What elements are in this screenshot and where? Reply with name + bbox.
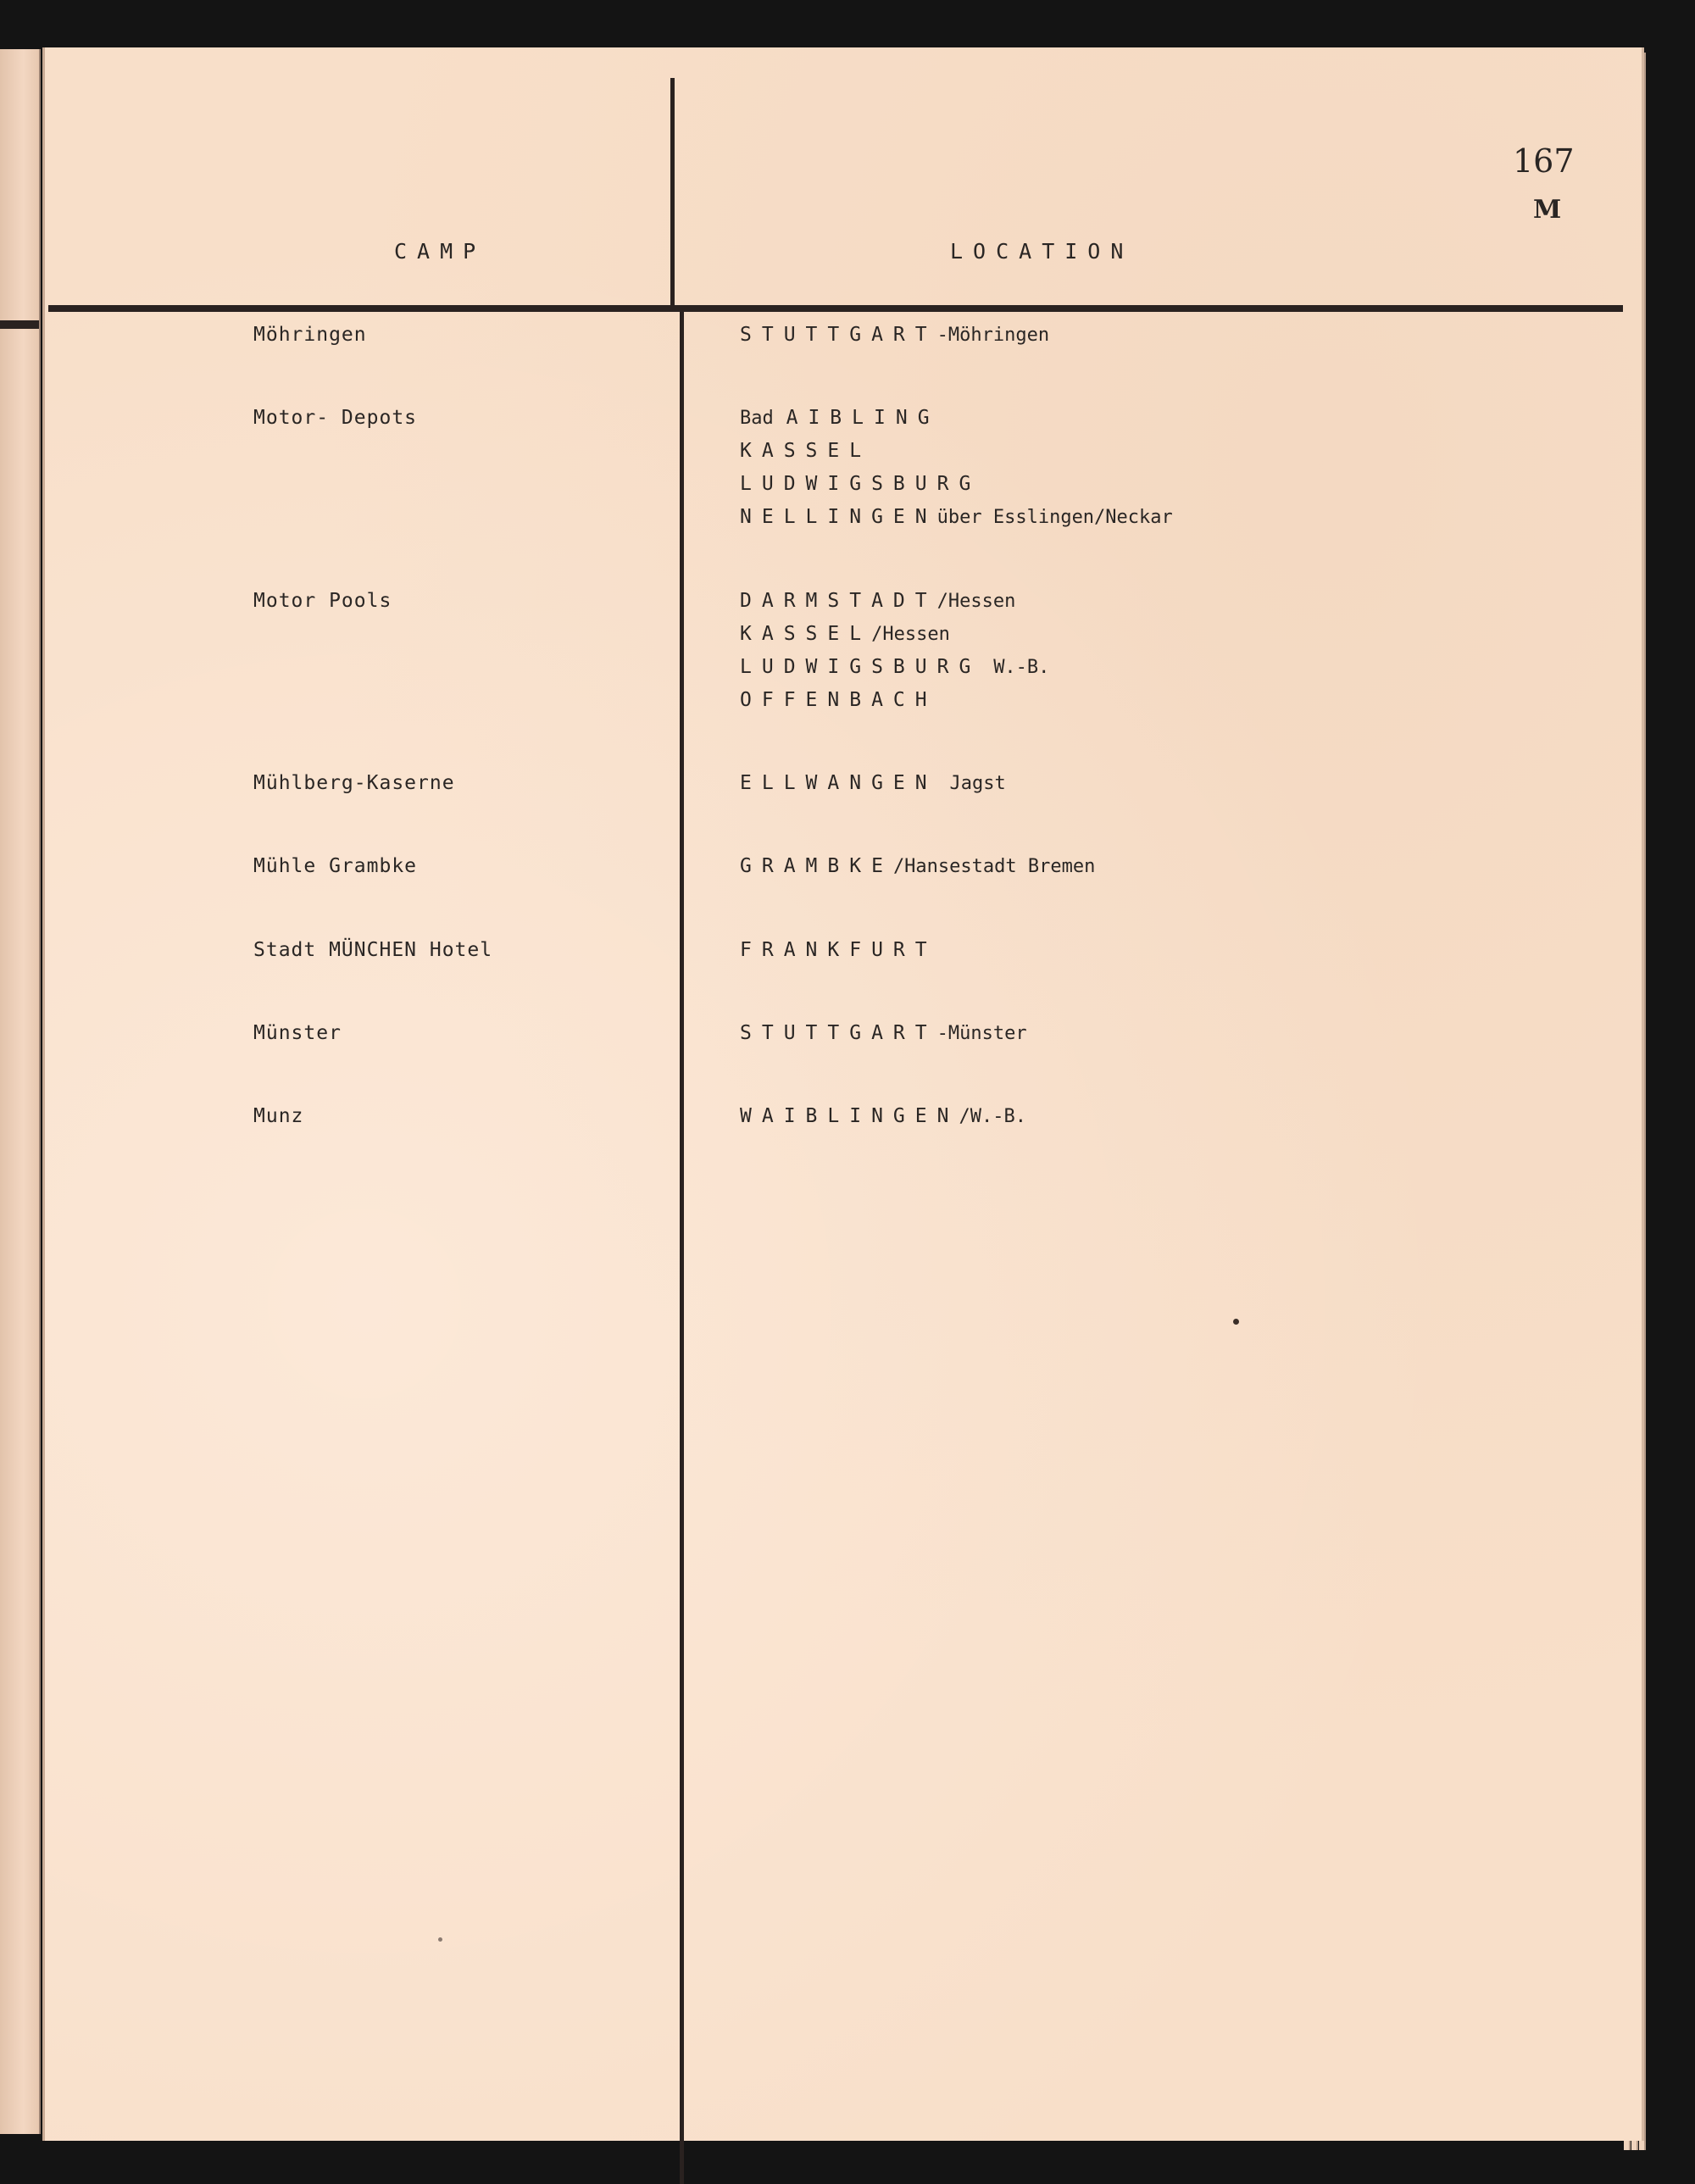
column-divider [680,312,684,2184]
column-divider-header [670,78,675,307]
camp-name: Motor Pools [253,590,392,612]
previous-page-edge [0,49,41,2134]
location-suffix: /Hansestadt Bremen [892,856,1096,877]
camp-name: Münster [253,1022,342,1044]
location-suffix: Jagst [949,773,1006,794]
section-letter: M [1533,195,1562,225]
location-entry [740,473,981,495]
camp-name: Munz [253,1105,304,1127]
paper-speck [438,1937,442,1942]
location-entry [740,590,1015,612]
previous-page-rule [0,320,39,329]
page-number: 167 [1513,142,1575,180]
location-suffix: /W.-B. [959,1106,1026,1127]
location-suffix: W.-B. [993,657,1050,678]
camp-name: Mühle Grambke [253,855,418,877]
camp-column-header: CAMP [394,239,486,264]
paper-speck [1233,1319,1239,1325]
camp-name: Motor- Depots [253,407,418,429]
location-entry [740,656,1049,678]
camp-name: Mühlberg-Kaserne [253,772,455,794]
location-suffix: -Münster [936,1023,1027,1044]
location-entry [740,324,1049,346]
location-entry [740,689,937,711]
location-entry [740,407,940,429]
location-entry [740,939,937,961]
location-suffix: über Esslingen/Neckar [936,507,1173,528]
location-entry [740,1022,1027,1044]
document-page [42,47,1642,2141]
location-place: AIBLING [786,407,940,429]
location-place: NELLINGEN [740,506,937,528]
location-place: KASSEL [740,623,872,645]
location-place: FRANKFURT [740,939,937,961]
location-place: STUTTGART [740,324,937,346]
location-entry [740,855,1095,877]
location-place: KASSEL [740,440,872,462]
location-place: ELLWANGEN [740,772,937,794]
location-place: LUDWIGSBURG [740,473,981,495]
header-rule [48,305,1623,312]
camp-name: Möhringen [253,324,367,346]
location-suffix: -Möhringen [936,325,1050,346]
location-place: DARMSTADT [740,590,937,612]
location-suffix: /Hessen [936,591,1016,612]
location-place: GRAMBKE [740,855,893,877]
location-entry [740,440,871,462]
location-entry [740,772,1006,794]
location-entry [740,623,950,645]
location-entry [740,506,1173,528]
location-entry [740,1105,1026,1127]
location-prefix: Bad [740,408,774,429]
location-place: OFFENBACH [740,689,937,711]
location-column-header: LOCATION [950,239,1134,264]
camp-name: Stadt MÜNCHEN Hotel [253,939,493,961]
location-place: STUTTGART [740,1022,937,1044]
location-place: LUDWIGSBURG [740,656,981,678]
location-place: WAIBLINGEN [740,1105,959,1127]
location-suffix: /Hessen [871,624,950,645]
